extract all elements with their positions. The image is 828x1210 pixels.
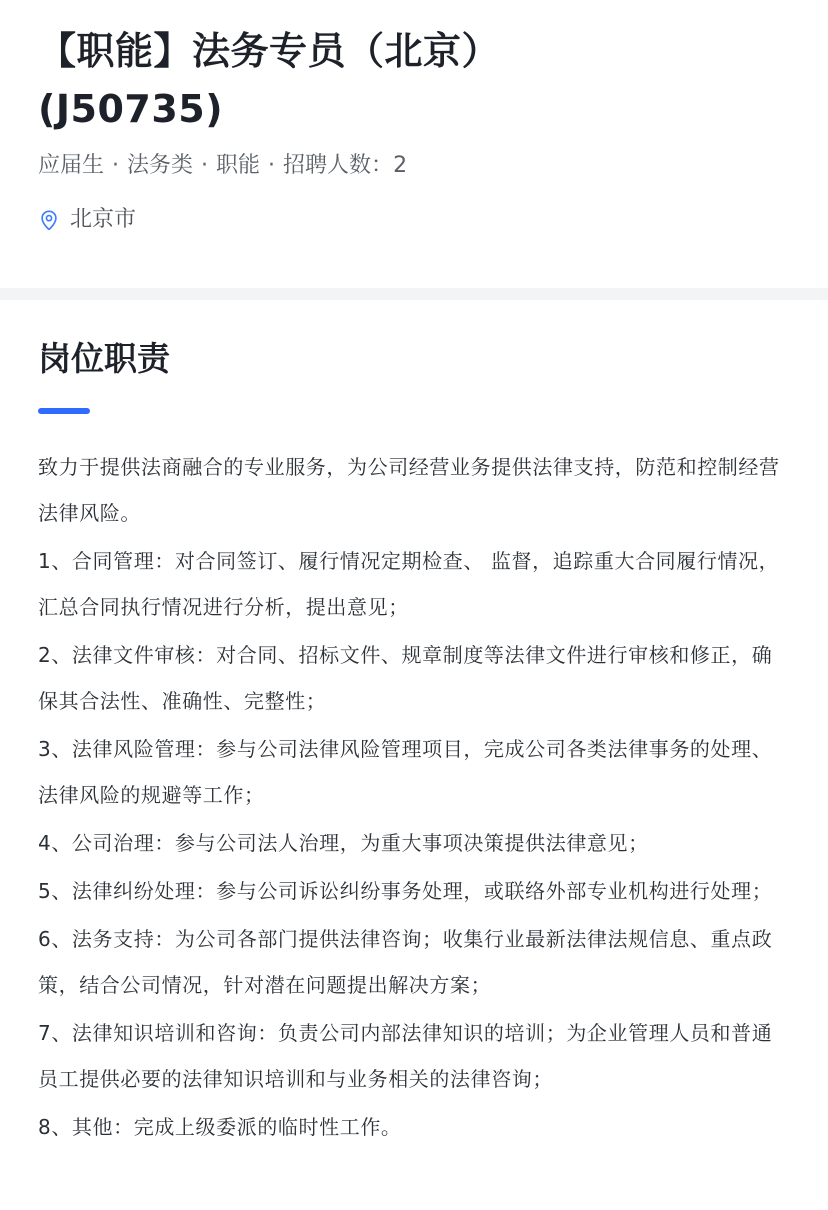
duty-item: 1、合同管理：对合同签订、履行情况定期检查、 监督，追踪重大合同履行情况，汇总合同执行情况进行分析，提出意见； (38, 549, 780, 619)
headcount-label: 招聘人数： (283, 153, 394, 178)
job-title-line-2: (J50735) (38, 87, 224, 131)
duties-intro: 致力于提供法商融合的专业服务，为公司经营业务提供法律支持，防范和控制经营法律风险。 (38, 455, 780, 525)
meta-separator: · (112, 153, 120, 178)
job-title (38, 22, 788, 138)
job-location (38, 204, 788, 236)
duties-card (0, 300, 828, 1210)
job-category: 法务类 (127, 153, 194, 178)
location-text: 北京市 (70, 207, 137, 232)
job-header-card (0, 0, 828, 288)
job-meta (38, 150, 788, 182)
meta-separator: · (201, 153, 209, 178)
duties-title: 岗位职责 (38, 339, 170, 378)
duty-item: 6、法务支持：为公司各部门提供法律咨询；收集行业最新法律法规信息、重点政策，结合公司情况，针对潜在问题提出解决方案； (38, 927, 773, 997)
job-title-line-1: 【职能】法务专员（北京） (38, 29, 501, 73)
title-accent-bar (38, 408, 90, 414)
meta-separator: · (268, 153, 276, 178)
location-pin-icon (38, 209, 60, 231)
duty-item: 8、其他：完成上级委派的临时性工作。 (38, 1115, 402, 1139)
headcount-value: 2 (393, 153, 408, 178)
job-function: 职能 (216, 153, 261, 178)
duty-item: 4、公司治理：参与公司法人治理，为重大事项决策提供法律意见； (38, 831, 649, 855)
duty-item: 5、法律纠纷处理：参与公司诉讼纠纷事务处理，或联络外部专业机构进行处理； (38, 879, 773, 903)
duty-item: 3、法律风险管理：参与公司法律风险管理项目，完成公司各类法律事务的处理、法律风险的规避等工作； (38, 737, 773, 807)
duty-item: 7、法律知识培训和咨询：负责公司内部法律知识的培训；为企业管理人员和普通员工提供必要的法律知识培训和与业务相关的法律咨询； (38, 1021, 773, 1091)
job-type: 应届生 (38, 153, 105, 178)
duty-item: 2、法律文件审核：对合同、招标文件、规章制度等法律文件进行审核和修正，确保其合法性、准确性、完整性； (38, 643, 773, 713)
section-divider (0, 288, 828, 300)
